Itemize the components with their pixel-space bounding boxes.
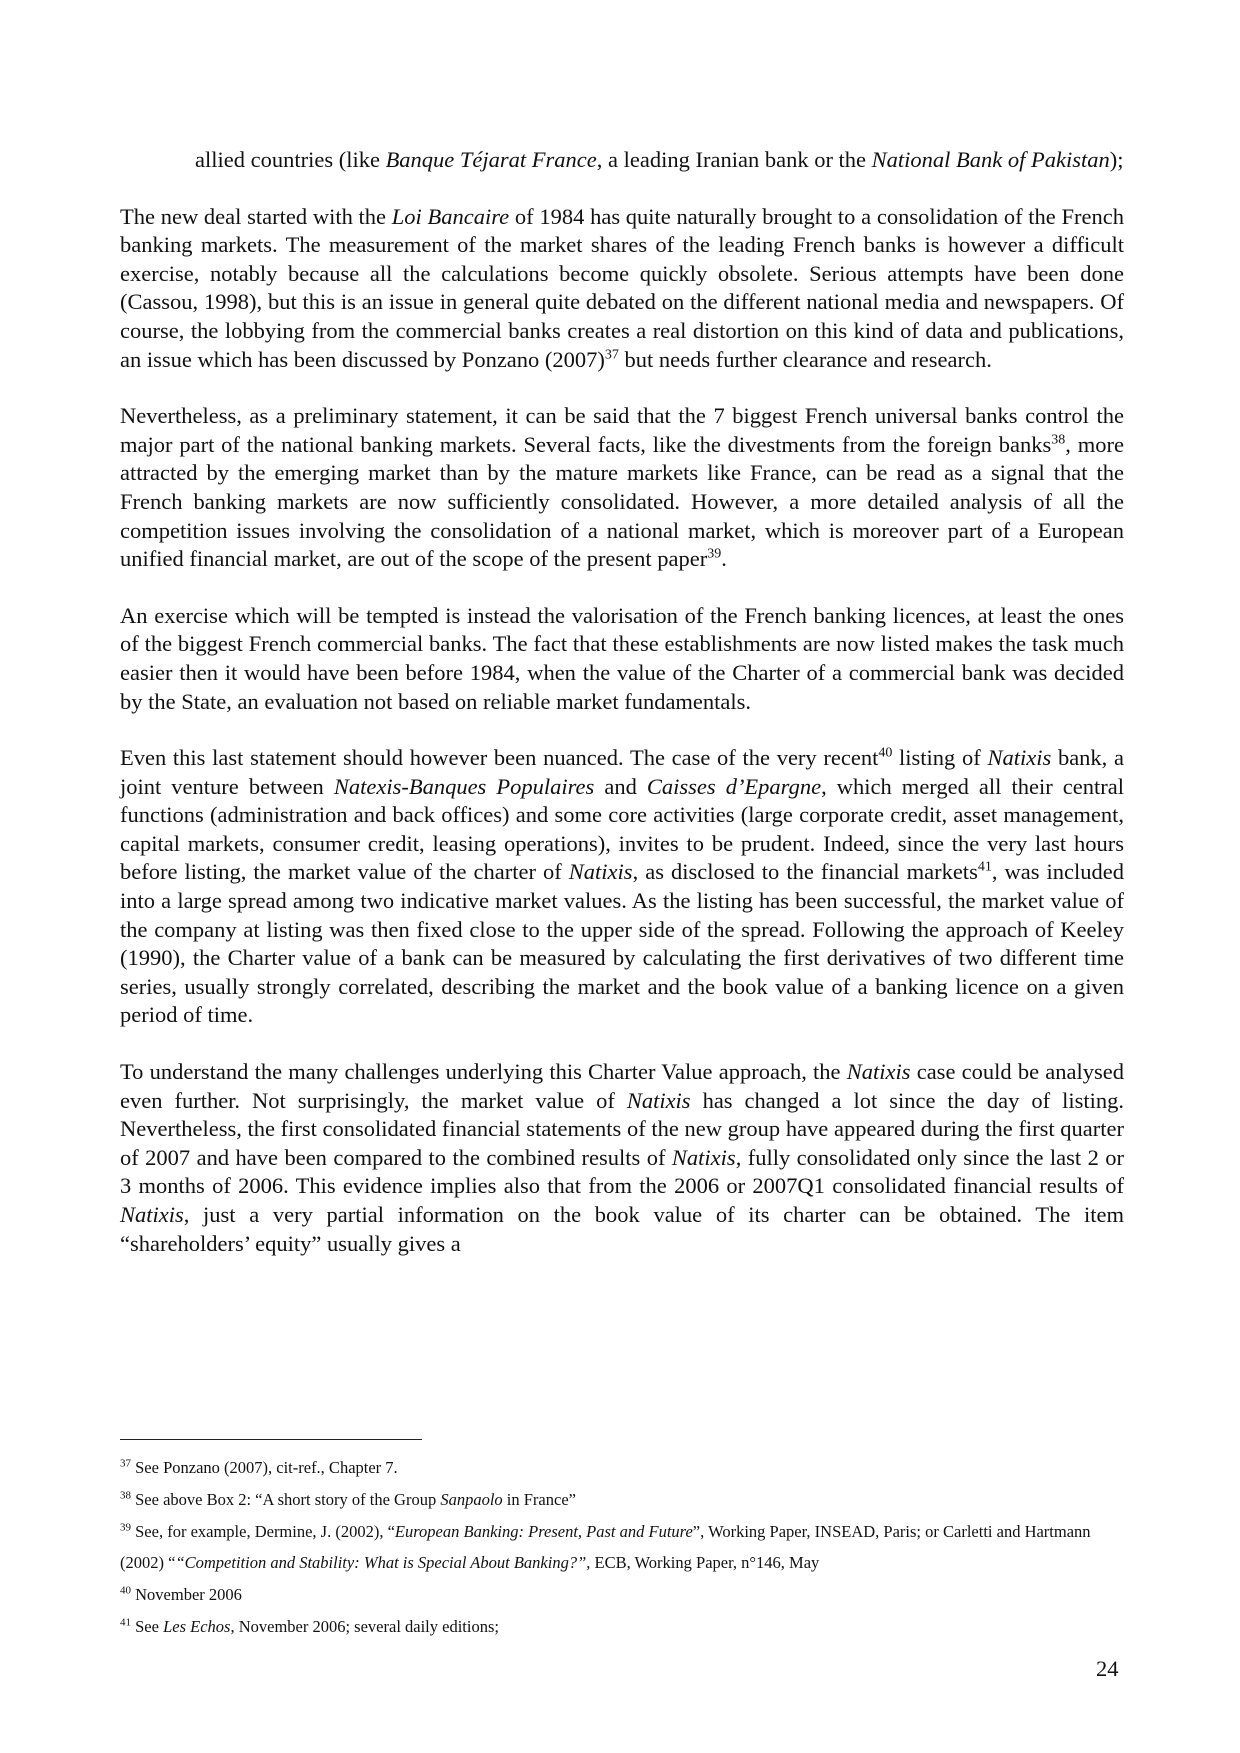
list-item-continuation <box>195 146 1124 175</box>
italic-text: Loi Bancaire <box>391 203 510 229</box>
paragraph-charter-value <box>120 1058 1124 1258</box>
text-run: has changed a lot since the day of listing. Nevertheless, the first consolidated financial statements of the new group have appeared during the first quarter of 2007 and have been compared to the combined results of <box>120 1087 1124 1170</box>
paragraph-consolidation <box>120 402 1124 574</box>
footnote-ref: 39 <box>120 1521 131 1534</box>
text-run: See above Box 2: “A short story of the Group <box>131 1489 441 1509</box>
italic-text: Natixis <box>987 745 1052 771</box>
italic-text: Les Echos <box>163 1616 231 1636</box>
italic-text: Natixis <box>120 1202 184 1227</box>
text-run: case could be analysed even further. Not surprisingly, the market value of <box>120 1059 1124 1113</box>
text-run: . <box>721 546 727 572</box>
footnote-ref: 37 <box>120 1457 131 1470</box>
italic-text: Natexis-Banques Populaires <box>333 773 595 799</box>
italic-text: Banque Téjarat France <box>385 147 597 172</box>
text-run: , as disclosed to the financial markets <box>632 859 978 885</box>
text-run: ECB, Working Paper, n°146, May <box>590 1553 820 1573</box>
italic-text: Natixis <box>846 1059 911 1085</box>
text-run: , fully consolidated only since the last 2 or 3 months of 2006. This evidence implies also that from the 2006 or 2007Q1 consolidated financial results of <box>120 1144 1124 1199</box>
italic-text: European Banking: Present, Past and Future <box>394 1521 693 1541</box>
footnote-ref: 39 <box>707 546 722 562</box>
page-body <box>120 146 1124 1286</box>
footnote-ref: 37 <box>604 347 619 363</box>
text-run: allied countries (like <box>195 147 386 172</box>
text-run: , just a very partial information on the book value of its charter can be obtained. The item “shareholders’ equity” usually gives a <box>120 1202 1124 1256</box>
italic-text: Natixis <box>568 859 633 885</box>
text-run: An exercise which will be tempted is instead the valorisation of the French banking licences, at least the ones of the biggest French commercial banks. The fact that these establishments are now listed makes the task much easier then it would have been before 1984, when the value of the Charter of a commercial bank was decided by the State, an evaluation not based on reliable market fundamentals. <box>120 602 1124 714</box>
italic-text: “Competition and Stability: What is Special About Banking?”, <box>175 1553 591 1573</box>
page-number: 24 <box>1096 1656 1119 1681</box>
footnote-39 <box>120 1516 1124 1580</box>
footnote-ref: 38 <box>120 1489 131 1502</box>
footnote-ref: 38 <box>1051 432 1066 448</box>
paragraph-natixis-listing <box>120 744 1124 1030</box>
text-run: , more attracted by the emerging market than by the mature markets like France, can be read as a signal that the French banking markets are now sufficiently consolidated. However, a more detailed analysis of all the competition issues involving the consolidation of a national market, which is moreover part of a European unified financial market, are out of the scope of the present paper <box>120 431 1125 572</box>
footnote-37 <box>120 1452 1124 1484</box>
paragraph-valorisation <box>120 602 1124 716</box>
text-run: November 2006 <box>131 1585 242 1605</box>
footnote-41 <box>120 1611 1124 1643</box>
text-run: ”, Working Paper, INSEAD, Paris; or Carletti and Hartmann (2002) “ <box>120 1521 1091 1573</box>
text-run: bank, a joint venture between <box>120 745 1124 799</box>
footnote-ref: 41 <box>977 859 992 875</box>
italic-text: Natixis <box>671 1144 736 1170</box>
text-run: listing of <box>892 745 988 771</box>
text-run: To understand the many challenges underlying this Charter Value approach, the <box>120 1059 847 1085</box>
text-run: but needs further clearance and research. <box>618 346 992 372</box>
text-run: , was included into a large spread among two indicative market values. As the listing has been successful, the market value of the company at listing was then fixed close to the upper side of the spread. Following the approach of Keeley (1990), the Charter value of a bank can be measured by calculating the first derivatives of two different time series, usually strongly correlated, describing the market and the book value of a banking licence on a given period of time. <box>120 859 1124 1028</box>
italic-text: Natixis <box>626 1087 691 1113</box>
text-run: of 1984 has quite naturally brought to a consolidation of the French banking markets. The measurement of the market shares of the leading French banks is however a difficult exercise, notably because all the calculations become quickly obsolete. Serious attempts have been done (Cassou, 1998), but this is an issue in general quite debated on the different national media and newspapers. Of course, the lobbying from the commercial banks creates a real distortion on this kind of data and publications, an issue which has been discussed by Ponzano (2007) <box>120 203 1124 372</box>
footnote-ref: 41 <box>120 1616 131 1629</box>
text-run: See Ponzano (2007), cit-ref., Chapter 7. <box>131 1458 398 1477</box>
text-run: in France” <box>502 1489 576 1509</box>
paragraph-loi-bancaire <box>120 203 1124 375</box>
text-run: See, for example, Dermine, J. (2002), “ <box>131 1521 395 1541</box>
text-run: , which merged all their central functions (administration and back offices) and some core activities (large corporate credit, asset management, capital markets, consumer credit, leasing operations), invites to be prudent. Indeed, since the very last hours before listing, the market value of the charter of <box>120 773 1124 885</box>
text-run: See <box>131 1616 164 1636</box>
footnote-separator <box>120 1439 422 1440</box>
text-run: ); <box>1109 147 1124 172</box>
footnote-40 <box>120 1579 1124 1611</box>
text-run: , November 2006; several daily editions; <box>230 1616 499 1636</box>
text-run: , a leading Iranian bank or the <box>596 147 872 172</box>
italic-text: Sanpaolo <box>440 1489 503 1509</box>
italic-text: Caisses d’Epargne <box>646 773 822 799</box>
text-run: The new deal started with the <box>120 203 392 229</box>
text-run: and <box>594 773 647 799</box>
footnotes <box>120 1452 1124 1643</box>
text-run: Even this last statement should however been nuanced. The case of the very recent <box>120 745 879 771</box>
footnote-ref: 40 <box>878 745 893 761</box>
italic-text: National Bank of Pakistan <box>871 147 1110 172</box>
footnote-38 <box>120 1484 1124 1516</box>
text-run: Nevertheless, as a preliminary statement, it can be said that the 7 biggest French universal banks control the major part of the national banking markets. Several facts, like the divestments from the foreign banks <box>120 403 1124 457</box>
footnote-ref: 40 <box>120 1584 131 1597</box>
